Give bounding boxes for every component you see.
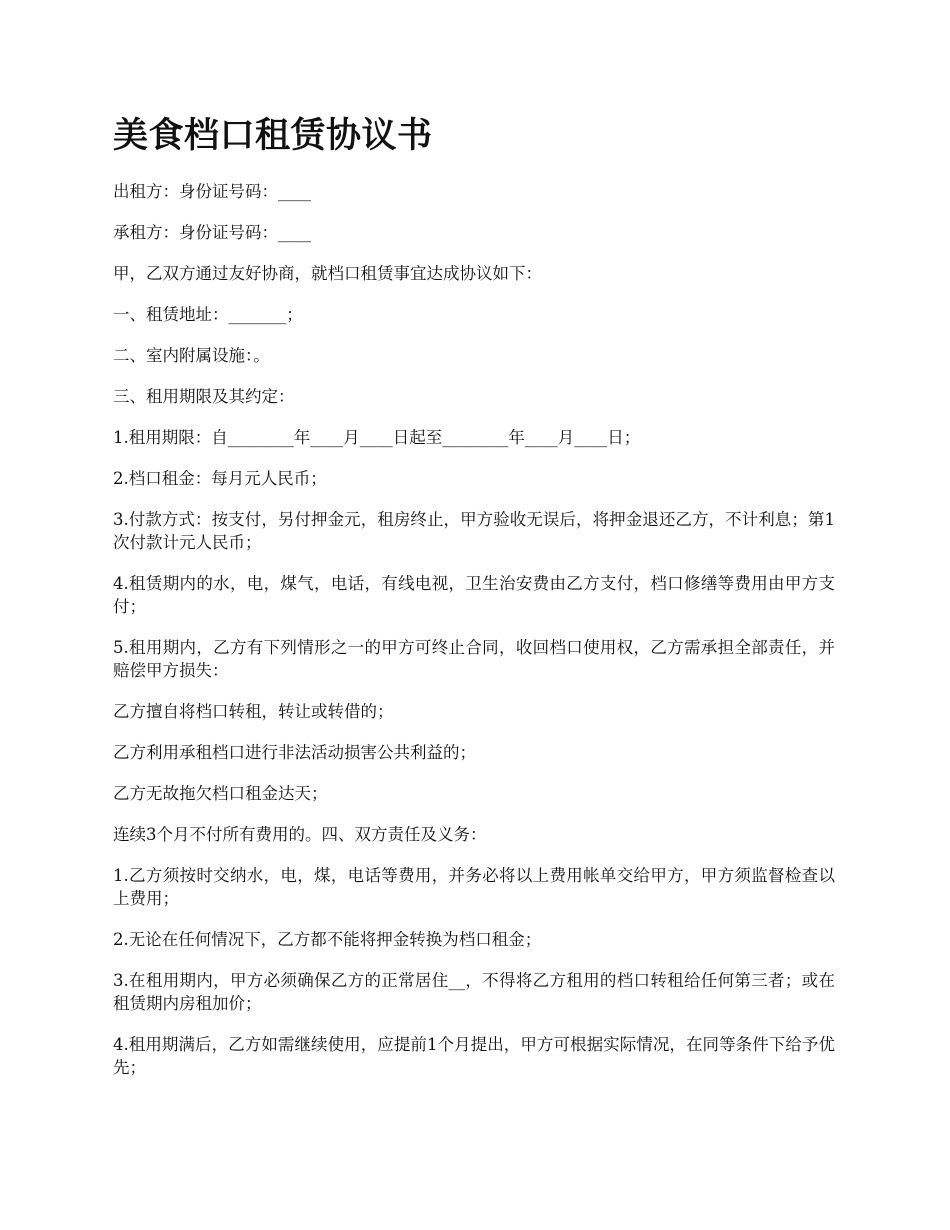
agreement-intro: 甲，乙双方通过友好协商，就档口租赁事宜达成协议如下： [113, 264, 542, 283]
duty-clause-3: 3.在租用期内，甲方必须确保乙方的正常居住__，不得将乙方租用的档口转租给任何第三者；或在租赁期内房租加价； [113, 971, 835, 1013]
clause-lease-term: 1.租用期限：自________年____月____日起至________年____月____日； [113, 428, 641, 447]
clause-termination: 5.租用期内，乙方有下列情形之一的甲方可终止合同，收回档口使用权，乙方需承担全部责任，并赔偿甲方损失： [113, 638, 835, 680]
section-2-facilities: 二、室内附属设施：。 [113, 346, 270, 365]
document-title: 美食档口租赁协议书 [113, 116, 433, 156]
party-b-line: 承租方：身份证号码：____ [113, 223, 311, 242]
document-body [113, 112, 835, 1097]
duty-clause-2: 2.无论在任何情况下，乙方都不能将押金转换为档口租金； [113, 930, 542, 949]
party-a-line: 出租方：身份证号码：____ [113, 182, 311, 201]
duty-clause-4: 4.租用期满后，乙方如需继续使用，应提前1个月提出，甲方可根据实际情况，在同等条件下给予优先； [113, 1035, 835, 1077]
section-3-heading: 三、租用期限及其约定： [113, 387, 295, 406]
clause-rent: 2.档口租金：每月元人民币； [113, 469, 327, 488]
termination-case-arrears: 乙方无故拖欠档口租金达天； [113, 784, 328, 803]
section-1-address: 一、租赁地址：_______； [113, 305, 303, 324]
clause-utilities: 4.租赁期内的水，电，煤气，电话，有线电视，卫生治安费由乙方支付，档口修缮等费用由甲方支付； [113, 574, 835, 616]
termination-case-unpaid-and-section-4: 连续3个月不付所有费用的。四、双方责任及义务： [113, 825, 487, 844]
duty-clause-1: 1.乙方须按时交纳水，电，煤，电话等费用，并务必将以上费用帐单交给甲方，甲方须监督检查以上费用； [113, 866, 835, 908]
clause-payment: 3.付款方式：按支付，另付押金元，租房终止，甲方验收无误后，将押金退还乙方，不计利息；第1次付款计元人民币； [113, 510, 835, 552]
termination-case-illegal: 乙方利用承租档口进行非法活动损害公共利益的； [113, 743, 476, 762]
termination-case-sublet: 乙方擅自将档口转租，转让或转借的； [113, 702, 394, 721]
